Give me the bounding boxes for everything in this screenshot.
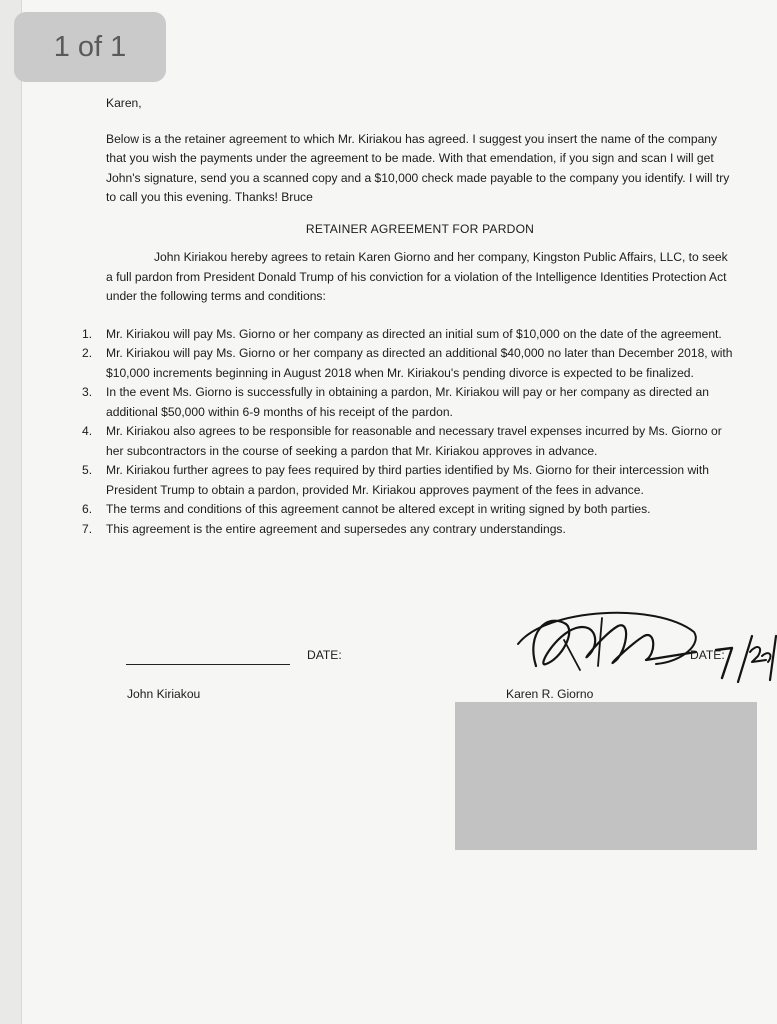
page-indicator: 1 of 1 <box>14 12 166 82</box>
term-item <box>82 422 734 461</box>
term-text: In the event Ms. Giorno is successfully in obtaining a pardon, Mr. Kiriakou will pay or her company as directed an additional $50,000 within 6-9 months of his receipt of the pardon. <box>106 385 709 419</box>
term-number: 7. <box>82 521 93 536</box>
term-text: The terms and conditions of this agreement cannot be altered except in writing signed by both parties. <box>106 502 651 516</box>
letter-intro: Below is a the retainer agreement to which Mr. Kiriakou has agreed. I suggest you insert the name of the company that you wish the payments under the agreement to be made. With that emendation, if you sign and scan I will get John's signature, send you a scanned copy and a $10,000 check made payable to the company you identify. I will try to call you this evening. Thanks! Bruce <box>106 131 730 204</box>
date-label-right: DATE: <box>690 648 725 662</box>
term-number: 3. <box>82 385 93 399</box>
terms-list <box>82 325 734 540</box>
term-text: Mr. Kiriakou further agrees to pay fees required by third parties identified by Ms. Giorno for their intercession with President Trump to obtain a pardon, provided Mr. Kiriakou approves payment of the fees in advance. <box>106 463 709 497</box>
handwritten-signature <box>506 604 706 684</box>
term-text: Mr. Kiriakou will pay Ms. Giorno or her company as directed an additional $40,000 no later than December 2018, with $10,000 increments beginning in August 2018 when Mr. Kiriakou's pending divorce is expected to be finalized. <box>106 346 733 380</box>
handwritten-date <box>712 630 777 690</box>
term-number: 1. <box>82 326 93 341</box>
term-item <box>82 344 734 383</box>
term-text: Mr. Kiriakou also agrees to be responsible for reasonable and necessary travel expenses incurred by Ms. Giorno or her subcontractors in the course of seeking a pardon that Mr. Kiriakou approves in advance. <box>106 424 722 458</box>
term-text: This agreement is the entire agreement and supersedes any contrary understandings. <box>106 521 566 536</box>
term-number: 5. <box>82 463 93 477</box>
term-item <box>82 500 734 520</box>
redaction-box <box>455 702 757 850</box>
signer-name-left: John Kiriakou <box>127 687 201 701</box>
letter-greeting: Karen, <box>106 96 142 110</box>
agreement-opening: John Kiriakou hereby agrees to retain Karen Giorno and her company, Kingston Public Affairs, LLC, to seek a full pardon from President Donald Trump of his conviction for a violation of the Intelligence Identities Protection Act under the following terms and conditions: <box>106 250 728 303</box>
signer-name-right: Karen R. Giorno <box>506 687 594 701</box>
term-item <box>82 461 734 500</box>
agreement-title: RETAINER AGREEMENT FOR PARDON <box>305 221 535 236</box>
term-item <box>82 520 734 540</box>
term-number: 4. <box>82 424 93 438</box>
signature-line-left <box>126 664 290 665</box>
term-text: Mr. Kiriakou will pay Ms. Giorno or her company as directed an initial sum of $10,000 on the date of the agreement. <box>106 326 722 341</box>
term-number: 2. <box>82 346 93 360</box>
date-label-left: DATE: <box>307 648 342 662</box>
term-item <box>82 383 734 422</box>
document-page <box>22 0 777 1024</box>
term-number: 6. <box>82 502 93 516</box>
document-body <box>82 94 734 539</box>
term-item <box>82 325 734 345</box>
